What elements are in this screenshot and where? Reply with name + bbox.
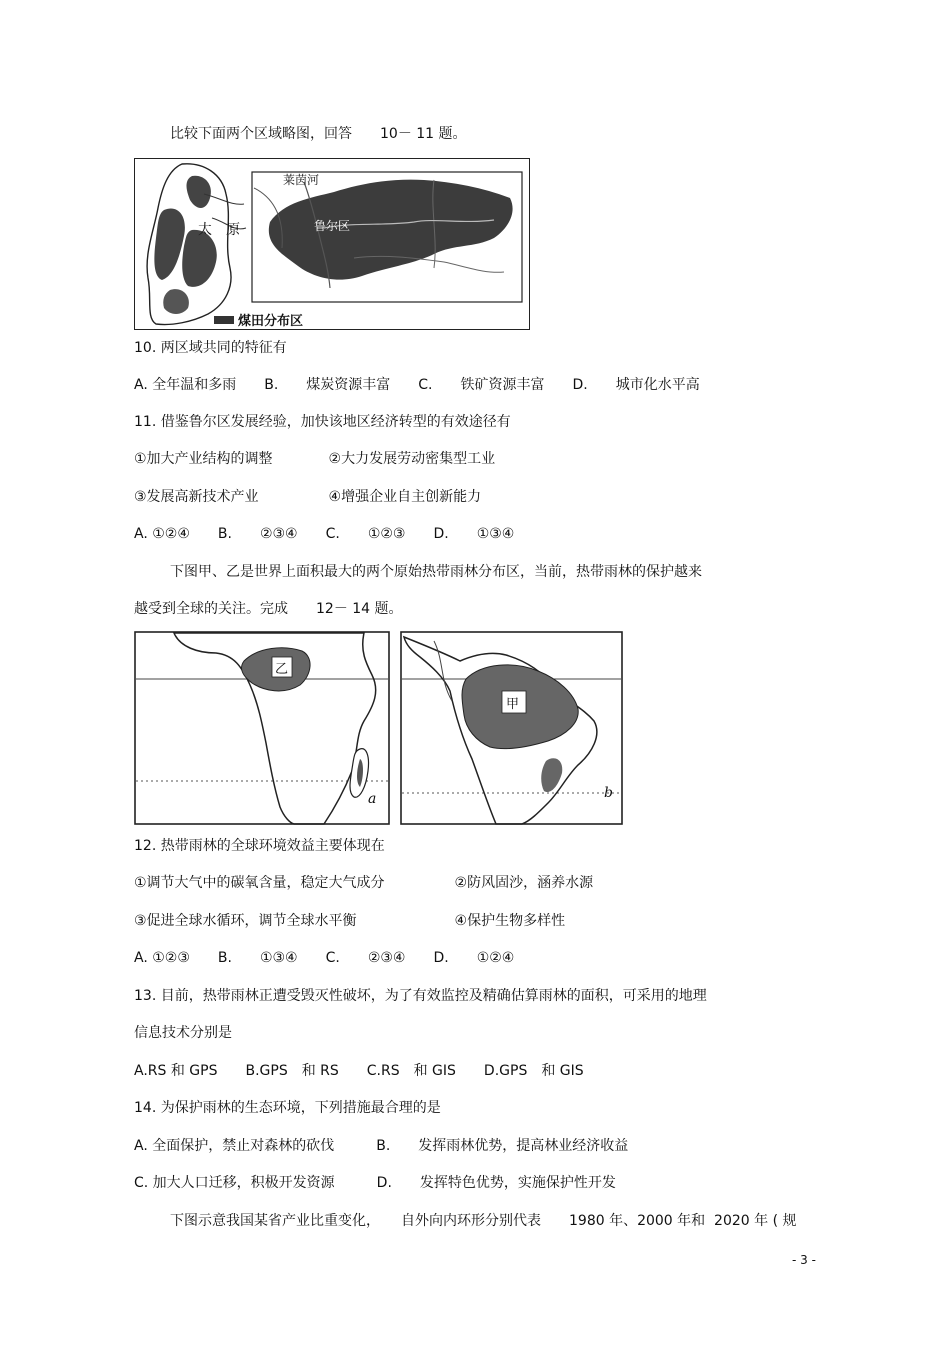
intro-12-14-line2: 越受到全球的关注。完成 12－ 14 题。 [134,601,403,617]
ruhr-label: 鲁尔区 [314,219,351,233]
intro-12-14-line1: 下图甲、乙是世界上面积最大的两个原始热带雨林分布区，当前，热带雨林的保护越来 [170,564,702,580]
rhine-label: 莱茵河 [283,173,320,187]
question-12-options: A. ①②③ B. ①③④ C. ②③④ D. ①②④ [134,950,515,966]
question-13-line1: 13. 目前，热带雨林正遭受毁灭性破坏，为了有效监控及精确估算雨林的面积，可采用的地理 [134,988,707,1004]
coal-region-maps-svg [134,158,530,330]
question-11-statements-2: ③发展高新技术产业 ④增强企业自主创新能力 [134,489,482,505]
question-11-options: A. ①②④ B. ②③④ C. ①②③ D. ①③④ [134,526,515,542]
coal-region-maps [134,158,530,330]
taiyuan-label: 太 原 [198,222,240,238]
question-13-line2: 信息技术分别是 [134,1025,232,1041]
question-14: 14. 为保护雨林的生态环境，下列措施最合理的是 [134,1100,441,1116]
question-12: 12. 热带雨林的全球环境效益主要体现在 [134,838,385,854]
label-yi: 乙 [275,662,289,677]
intro-10-11: 比较下面两个区域略图，回答 10－ 11 题。 [170,126,467,142]
question-13-options: A.RS 和 GPS B.GPS 和 RS C.RS 和 GIS D.GPS 和 GIS [134,1063,584,1079]
intro-next-figure: 下图示意我国某省产业比重变化， 自外向内环形分别代表 1980 年、2000 年和 2020 年 ( 规 [170,1213,797,1229]
label-a: a [368,791,377,807]
question-10-options: A. 全年温和多雨 B. 煤炭资源丰富 C. 铁矿资源丰富 D. 城市化水平高 [134,377,700,393]
question-12-statements-1: ①调节大气中的碳氧含量，稳定大气成分 ②防风固沙，涵养水源 [134,875,594,891]
question-11-statements-1: ①加大产业结构的调整 ②大力发展劳动密集型工业 [134,451,496,467]
rainforest-maps-svg [134,631,624,826]
page-number: - 3 - [792,1253,816,1267]
label-jia: 甲 [506,697,520,712]
label-b: b [604,785,613,801]
question-10: 10. 两区域共同的特征有 [134,340,287,356]
question-12-statements-2: ③促进全球水循环，调节全球水平衡 ④保护生物多样性 [134,913,566,929]
rainforest-maps [134,631,624,826]
question-14-options-2: C. 加大人口迁移，积极开发资源 D. 发挥特色优势，实施保护性开发 [134,1175,616,1191]
question-11: 11. 借鉴鲁尔区发展经验，加快该地区经济转型的有效途径有 [134,414,511,430]
question-14-options-1: A. 全面保护，禁止对森林的砍伐 B. 发挥雨林优势，提高林业经济收益 [134,1138,629,1154]
coal-legend-swatch [214,316,234,324]
coal-legend-label: 煤田分布区 [238,314,304,329]
